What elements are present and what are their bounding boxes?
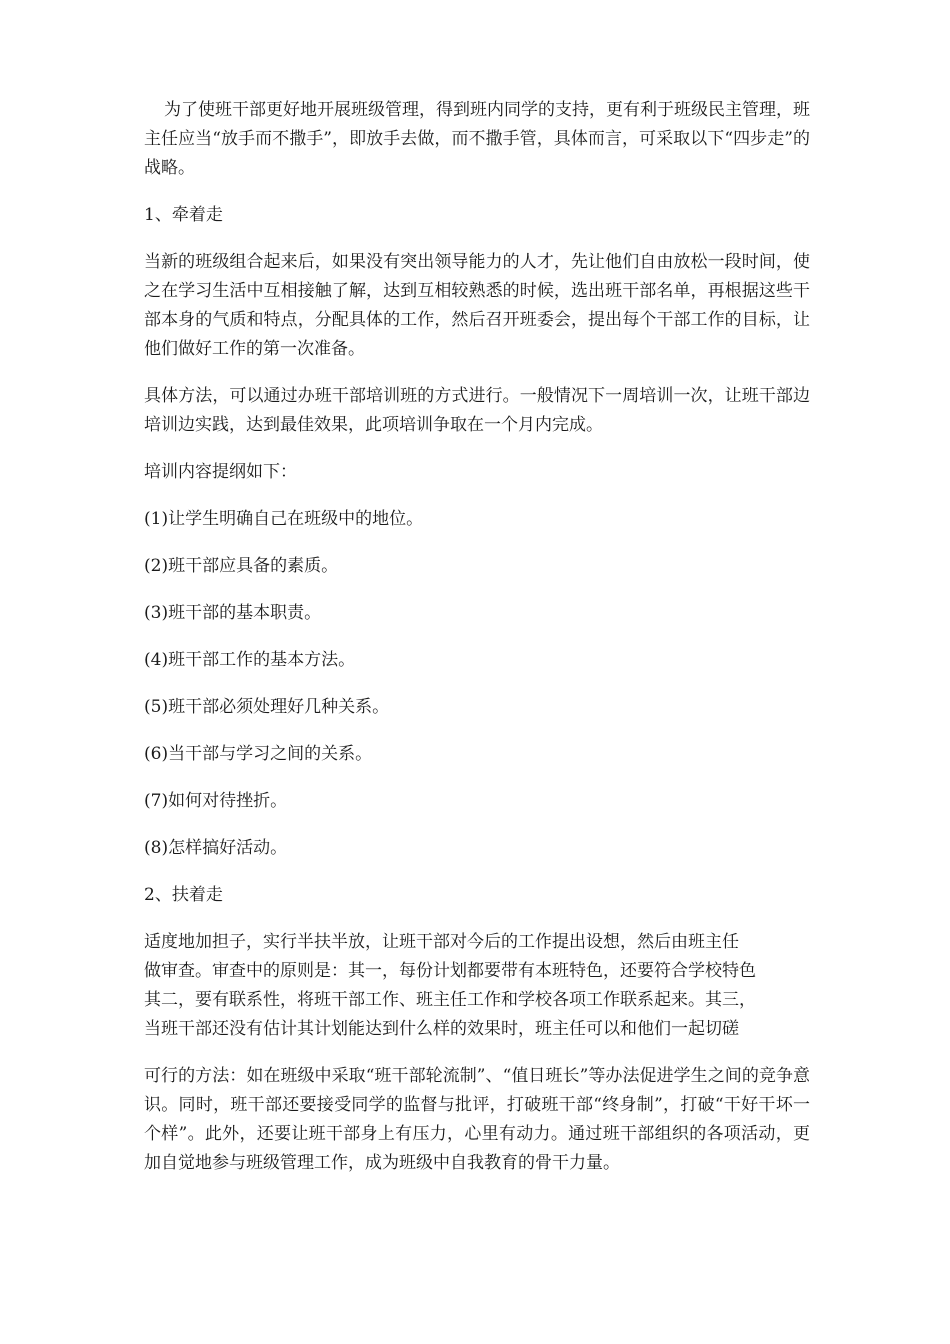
intro-paragraph: 为了使班干部更好地开展班级管理，得到班内同学的支持，更有利于班级民主管理，班主任应当“放手而不撒手”，即放手去做，而不撒手管，具体而言，可采取以下“四步走”的战略。 [144, 100, 810, 178]
section-2-paragraph-1-line-1: 适度地加担子，实行半扶半放，让班干部对今后的工作提出设想，然后由班主任 [144, 932, 739, 952]
document-body [144, 96, 810, 1196]
outline-item-7: (7)如何对待挫折。 [144, 791, 288, 811]
outline-item-4: (4)班干部工作的基本方法。 [144, 650, 356, 670]
outline-item-6: (6)当干部与学习之间的关系。 [144, 744, 373, 764]
section-1-paragraph-1: 当新的班级组合起来后，如果没有突出领导能力的人才，先让他们自由放松一段时间，使之在学习生活中互相接触了解，达到互相较熟悉的时候，选出班干部名单，再根据这些干部本身的气质和特点，分配具体的工作，然后召开班委会，提出每个干部工作的目标，让他们做好工作的第一次准备。 [144, 252, 810, 359]
outline-item-2: (2)班干部应具备的素质。 [144, 556, 339, 576]
section-2-paragraph-1-line-4: 当班干部还没有估计其计划能达到什么样的效果时，班主任可以和他们一起切磋 [144, 1019, 739, 1039]
section-1-heading: 1、牵着走 [144, 205, 223, 225]
outline-item-3: (3)班干部的基本职责。 [144, 603, 322, 623]
section-2-paragraph-2: 可行的方法：如在班级中采取“班干部轮流制”、“值日班长”等办法促进学生之间的竞争意识。同时，班干部还要接受同学的监督与批评，打破班干部“终身制”，打破“干好干坏一个样”。此外，还要让班干部身上有压力，心里有动力。通过班干部组织的各项活动，更加自觉地参与班级管理工作，成为班级中自我教育的骨干力量。 [144, 1066, 810, 1173]
section-2-paragraph-1-line-3: 其二，要有联系性，将班干部工作、班主任工作和学校各项工作联系起来。其三， [144, 990, 756, 1010]
section-2-paragraph-1 [144, 928, 810, 1044]
outline-item-8: (8)怎样搞好活动。 [144, 838, 288, 858]
outline-item-1: (1)让学生明确自己在班级中的地位。 [144, 509, 424, 529]
section-2-heading: 2、扶着走 [144, 885, 223, 905]
section-1-paragraph-2: 具体方法，可以通过办班干部培训班的方式进行。一般情况下一周培训一次，让班干部边培训边实践，达到最佳效果，此项培训争取在一个月内完成。 [144, 386, 810, 435]
section-2-paragraph-1-line-2: 做审查。审查中的原则是：其一，每份计划都要带有本班特色，还要符合学校特色 [144, 961, 756, 981]
outline-intro: 培训内容提纲如下： [144, 462, 297, 482]
outline-item-5: (5)班干部必须处理好几种关系。 [144, 697, 390, 717]
